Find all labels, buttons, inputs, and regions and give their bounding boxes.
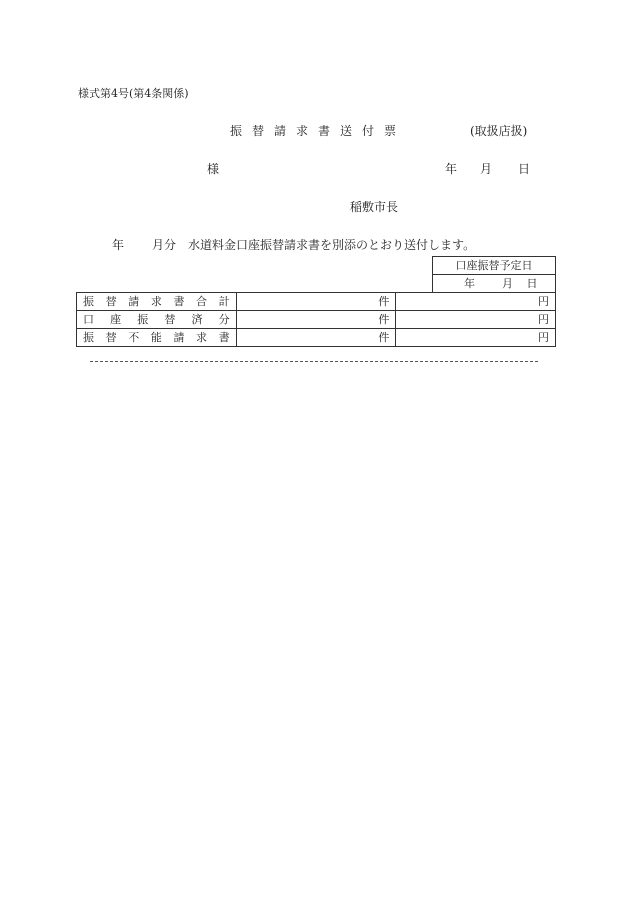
form-number-label: 様式第4号(第4条関係): [78, 87, 189, 100]
row-count-unit: 件: [236, 329, 396, 347]
scheduled-day: 日: [526, 277, 538, 290]
issue-date-month: 月: [480, 162, 493, 176]
issue-date: [445, 160, 530, 177]
scheduled-date-value: [433, 275, 555, 293]
row-label: 口座振替済分: [77, 311, 237, 329]
issue-date-year: 年: [445, 162, 458, 176]
cut-line-divider: [90, 361, 538, 362]
row-count-unit: 件: [236, 293, 396, 311]
row-amount-unit: 円: [396, 293, 556, 311]
issue-date-day: 日: [518, 162, 531, 176]
cover-message: [112, 236, 475, 253]
scheduled-date-title: 口座振替予定日: [433, 257, 555, 275]
scheduled-month: 月: [502, 277, 513, 290]
sender-name: 稲敷市長: [350, 200, 399, 214]
row-count-unit: 件: [236, 311, 396, 329]
scheduled-date-box: [432, 256, 556, 292]
row-amount-unit: 円: [396, 329, 556, 347]
message-year: 年: [112, 238, 125, 252]
scheduled-year: 年: [464, 277, 475, 290]
recipient-honorific: 様: [207, 162, 220, 176]
message-month: 月分: [152, 238, 177, 252]
message-text: 水道料金口座振替請求書を別添のとおり送付します。: [188, 238, 476, 252]
table-row: [77, 293, 556, 311]
row-label: 振替不能請求書: [77, 329, 237, 347]
handling-branch-note: (取扱店扱): [470, 124, 528, 138]
table-row: [77, 311, 556, 329]
summary-table: [76, 292, 556, 347]
row-amount-unit: 円: [396, 311, 556, 329]
row-label: 振替請求書合計: [77, 293, 237, 311]
document-title: 振替請求書送付票: [230, 124, 407, 138]
table-row: [77, 329, 556, 347]
